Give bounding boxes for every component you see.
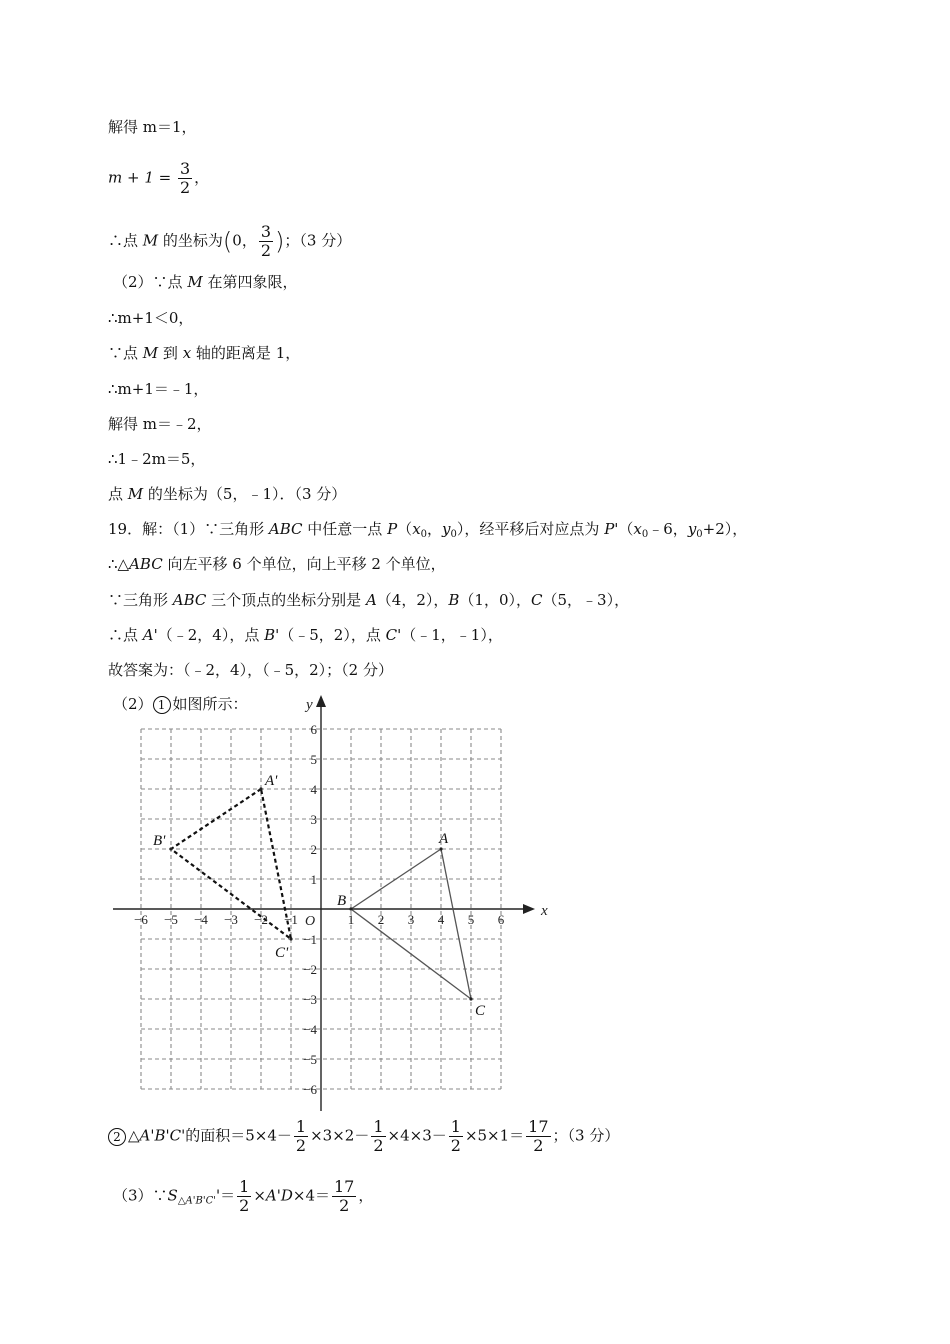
x-tick-label: −4	[194, 912, 208, 927]
text-line-10: 点 M 的坐标为（5，﹣1）．（3 分）	[108, 485, 347, 503]
text-line-14: ∴点 A'（﹣2，4），点 B'（﹣5，2），点 C'（﹣1，﹣1），	[108, 626, 503, 644]
y-tick-label: −2	[303, 962, 317, 977]
x-axis-arrow	[523, 904, 535, 914]
x-axis-label: x	[541, 903, 548, 919]
fraction: $\frac{17}{2}$	[334, 1177, 355, 1215]
point-marker	[439, 847, 442, 850]
x-tick-label: −1	[284, 912, 298, 927]
point-marker	[169, 847, 172, 850]
text-line-2: m + 1 = $\frac{3}{2}$ ，	[108, 159, 210, 197]
text-line-12: ∴△ABC 向左平移 6 个单位，向上平移 2 个单位，	[108, 555, 446, 573]
x-tick-label: −2	[254, 912, 268, 927]
y-tick-label: −6	[303, 1082, 317, 1097]
text-line-15: 故答案为：（﹣2，4），（﹣5，2）；（2 分）	[108, 661, 393, 679]
point-label: A'	[265, 773, 278, 789]
x-tick-label: −5	[164, 912, 178, 927]
fraction: $\frac{1}{2}$	[295, 1117, 307, 1155]
point-label: C	[475, 1003, 486, 1019]
text-line-1: 解得 m＝1，	[108, 118, 197, 136]
point-label: A	[439, 831, 449, 847]
point-marker	[469, 997, 472, 1000]
y-axis-label: y	[306, 697, 313, 713]
text-line-11: 19．解：（1）∵三角形 ABC 中任意一点 $P(x_0$，$y_0$），经平移后对应点为 $P'(x_0﹣6$，$y_0+2$），	[108, 520, 748, 540]
y-tick-label: 6	[310, 722, 317, 737]
y-tick-label: −3	[303, 992, 317, 1007]
y-tick-label: 4	[310, 782, 317, 797]
point-label: B	[337, 893, 347, 909]
text-line-4: （2）∵点 M 在第四象限，	[113, 273, 298, 291]
x-tick-label: −3	[224, 912, 238, 927]
fraction: $\frac{17}{2}$	[528, 1117, 549, 1155]
text-line-8: 解得 m＝﹣2，	[108, 415, 212, 433]
text-line-7: ∴m+1＝﹣1，	[108, 380, 209, 398]
fraction: $\frac{3}{2}$	[260, 222, 272, 260]
y-tick-label: 2	[310, 842, 317, 857]
x-tick-label: 1	[347, 912, 355, 927]
fraction: $\frac{1}{2}$	[239, 1177, 250, 1215]
fraction: $\frac{1}{2}$	[450, 1117, 461, 1155]
text-line-3: ∴点 M 的坐标为(0， $\frac{3}{2}$ )；（3 分）	[108, 222, 352, 260]
point-marker	[289, 937, 292, 940]
text-line-18: $(3)\because S_{\triangle A'B'C'}'=$ $\frac{1}{2}$ ×A'D×4＝ $\frac{17}{2}$ ，	[113, 1177, 374, 1215]
y-tick-label: −1	[303, 932, 317, 947]
point-label: C'	[275, 945, 289, 961]
point-label: B'	[153, 833, 166, 849]
point-marker	[349, 907, 352, 910]
y-tick-label: 1	[310, 872, 317, 887]
x-tick-label: 2	[377, 912, 385, 927]
fraction: $\frac{3}{2}$	[179, 159, 191, 197]
x-tick-label: 5	[467, 912, 475, 927]
x-tick-label: 4	[437, 912, 445, 927]
circled-number: 2	[108, 1128, 126, 1146]
text-line-16: （2） 1 如图所示：	[113, 695, 248, 713]
y-axis-arrow	[316, 695, 326, 707]
circled-number: 1	[153, 696, 171, 714]
y-tick-label: 5	[310, 752, 317, 767]
y-tick-label: −5	[303, 1052, 317, 1067]
text-line-13: ∵三角形 ABC 三个顶点的坐标分别是 A（4，2），B（1，0），C（5，﹣3），	[108, 591, 630, 609]
y-tick-label: 3	[310, 812, 317, 827]
x-tick-label: 3	[407, 912, 415, 927]
text-line-6: ∵点 M 到 x 轴的距离是 1，	[108, 344, 301, 362]
fraction: $\frac{1}{2}$	[373, 1117, 384, 1155]
origin-label: O	[305, 914, 316, 929]
x-tick-label: 6	[497, 912, 505, 927]
x-tick-label: −6	[134, 912, 148, 927]
text-line-9: ∴1﹣2m＝5，	[108, 450, 206, 468]
text-line-17: 2 △A'B'C'的面积＝5×4－ $\frac{1}{2}$ ×3×2－ $\frac{1}{2}$ ×4×3－ $\frac{1}{2}$ ×5×1＝ $\frac{17}{2}$ ；（3 分）	[108, 1118, 619, 1155]
y-tick-label: −4	[303, 1022, 317, 1037]
text-line-5: ∴m+1＜0，	[108, 309, 194, 327]
point-marker	[259, 787, 262, 790]
